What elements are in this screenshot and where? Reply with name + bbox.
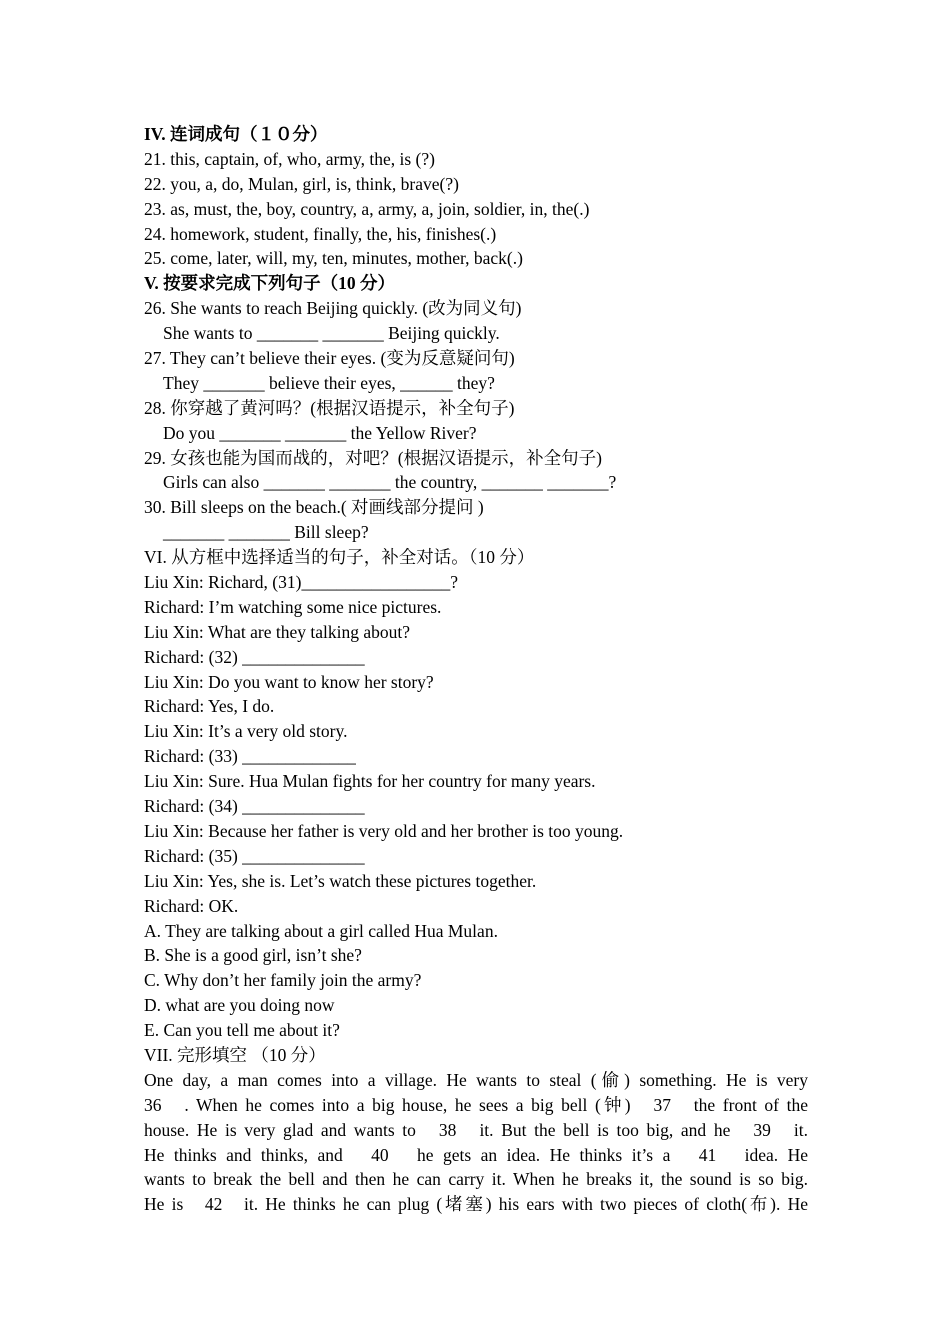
dialogue-line: Liu Xin: Richard, (31)_________________? xyxy=(144,572,458,593)
section-7-heading: VII. 完形填空 （10 分） xyxy=(144,1044,326,1065)
dialogue-line: Richard: (33) _____________ xyxy=(144,746,356,767)
passage-line: 36 . When he comes into a big house, he sees a big bell (钟) 37 the front of the xyxy=(144,1094,808,1115)
dialogue-line: Richard: (34) ______________ xyxy=(144,796,365,817)
passage-line: wants to break the bell and then he can carry it. When he breaks it, the sound is so big. xyxy=(144,1169,808,1190)
option-b: B. She is a good girl, isn’t she? xyxy=(144,945,362,966)
question-21: 21. this, captain, of, who, army, the, is (?) xyxy=(144,148,435,169)
passage-line: house. He is very glad and wants to 38 it. But the bell is too big, and he 39 it. xyxy=(144,1119,808,1140)
section-5-heading: V. 按要求完成下列句子（10 分） xyxy=(144,273,396,294)
dialogue-line: Richard: I’m watching some nice pictures. xyxy=(144,596,442,617)
cloze-passage xyxy=(144,1068,808,1217)
dialogue-line: Liu Xin: It’s a very old story. xyxy=(144,721,348,742)
answer-line-27: They _______ believe their eyes, ______ they? xyxy=(163,372,495,393)
dialogue-line: Richard: (35) ______________ xyxy=(144,845,365,866)
option-d: D. what are you doing now xyxy=(144,995,335,1016)
dialogue-line: Liu Xin: Sure. Hua Mulan fights for her country for many years. xyxy=(144,771,596,792)
dialogue-line: Liu Xin: Because her father is very old and her brother is too young. xyxy=(144,820,624,841)
answer-options xyxy=(144,919,808,1043)
section-6-heading: VI. 从方框中选择适当的句子，补全对话。（10 分） xyxy=(144,547,535,568)
question-24: 24. homework, student, finally, the, his, finishes(.) xyxy=(144,223,497,244)
dialogue-line: Richard: (32) ______________ xyxy=(144,646,365,667)
dialogue-line: Liu Xin: Do you want to know her story? xyxy=(144,671,434,692)
answer-line-26: She wants to _______ _______ Beijing quickly. xyxy=(163,323,500,344)
question-27: 27. They can’t believe their eyes. (变为反意疑问句) xyxy=(144,348,515,369)
option-c: C. Why don’t her family join the army? xyxy=(144,970,422,991)
section-4-heading: IV. 连词成句（１０分） xyxy=(144,124,328,144)
question-28: 28. 你穿越了黄河吗？(根据汉语提示，补全句子) xyxy=(144,397,515,418)
question-30: 30. Bill sleeps on the beach.( 对画线部分提问 ) xyxy=(144,497,484,518)
dialogue-line: Richard: OK. xyxy=(144,895,239,916)
answer-line-29: Girls can also _______ _______ the country, _______ _______? xyxy=(163,472,617,493)
passage-line: He thinks and thinks, and 40 he gets an idea. He thinks it’s a 41 idea. He xyxy=(144,1144,808,1165)
passage-line: One day, a man comes into a village. He wants to steal (偷) something. He is very xyxy=(144,1069,808,1090)
dialogue-line: Richard: Yes, I do. xyxy=(144,696,275,717)
answer-line-28: Do you _______ _______ the Yellow River? xyxy=(163,422,477,443)
dialogue xyxy=(144,570,808,918)
question-23: 23. as, must, the, boy, country, a, army, a, join, soldier, in, the(.) xyxy=(144,198,590,219)
option-e: E. Can you tell me about it? xyxy=(144,1020,340,1041)
question-29: 29. 女孩也能为国而战的，对吧？(根据汉语提示，补全句子) xyxy=(144,447,602,468)
exam-page xyxy=(144,122,808,1217)
question-22: 22. you, a, do, Mulan, girl, is, think, brave(?) xyxy=(144,173,459,194)
passage-line: He is 42 it. He thinks he can plug (堵塞) his ears with two pieces of cloth(布). He xyxy=(144,1194,808,1215)
question-26: 26. She wants to reach Beijing quickly. (改为同义句) xyxy=(144,298,522,319)
dialogue-line: Liu Xin: What are they talking about? xyxy=(144,621,410,642)
option-a: A. They are talking about a girl called Hua Mulan. xyxy=(144,920,498,941)
dialogue-line: Liu Xin: Yes, she is. Let’s watch these pictures together. xyxy=(144,870,537,891)
question-25: 25. come, later, will, my, ten, minutes, mother, back(.) xyxy=(144,248,523,269)
answer-line-30: _______ _______ Bill sleep? xyxy=(163,522,369,543)
